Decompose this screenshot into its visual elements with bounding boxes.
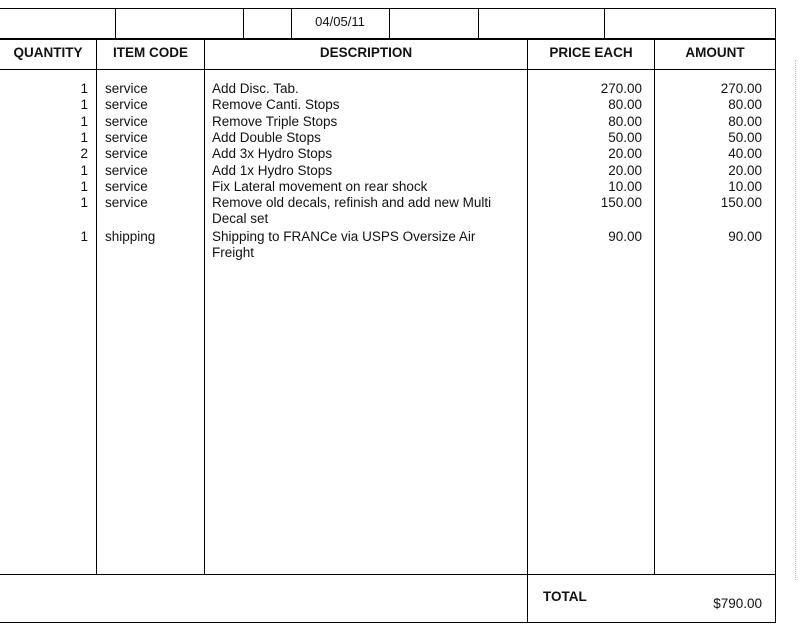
column-divider — [96, 38, 97, 574]
item-code: service — [105, 178, 148, 194]
item-description: Add Disc. Tab. — [212, 81, 299, 96]
item-quantity: 1 — [80, 81, 88, 96]
item-code: service — [105, 129, 148, 145]
item-amount: 50.00 — [728, 129, 762, 145]
header-item-code: ITEM CODE — [112, 45, 188, 60]
top-divider — [604, 8, 605, 38]
top-divider — [389, 8, 390, 38]
header-top-border — [0, 38, 776, 40]
header-description: DESCRIPTION — [319, 45, 413, 60]
item-price-each: 50.00 — [608, 129, 642, 145]
item-description: Remove Canti. Stops — [212, 97, 340, 113]
total-value: $790.00 — [713, 596, 762, 611]
item-code: service — [105, 195, 148, 211]
total-bottom-border — [0, 622, 776, 623]
header-bottom-border — [0, 69, 776, 70]
total-top-border — [0, 574, 776, 575]
item-quantity: 1 — [80, 178, 88, 194]
item-amount: 90.00 — [728, 228, 762, 244]
item-quantity: 1 — [80, 97, 88, 113]
item-code: service — [105, 113, 148, 129]
top-divider — [115, 8, 116, 38]
item-quantity: 1 — [80, 195, 88, 211]
item-price-each: 90.00 — [608, 228, 642, 244]
item-price-each: 20.00 — [608, 146, 642, 162]
item-quantity: 2 — [80, 146, 88, 162]
column-divider — [204, 38, 205, 574]
item-quantity: 1 — [80, 162, 88, 178]
total-label: TOTAL — [543, 589, 587, 604]
item-code: service — [105, 146, 148, 162]
item-quantity: 1 — [80, 129, 88, 145]
top-row-border — [0, 8, 776, 9]
item-description: Fix Lateral movement on rear shock — [212, 178, 428, 194]
top-divider — [243, 8, 244, 38]
header-quantity: QUANTITY — [13, 45, 83, 60]
item-amount: 10.00 — [728, 178, 762, 194]
item-quantity: 1 — [80, 228, 88, 244]
item-code: service — [105, 97, 148, 113]
column-divider — [527, 38, 528, 623]
item-price-each: 10.00 — [608, 178, 642, 194]
item-price-each: 80.00 — [608, 113, 642, 129]
item-quantity: 1 — [80, 113, 88, 129]
item-code: service — [105, 162, 148, 178]
right-border — [775, 38, 776, 623]
item-price-each: 150.00 — [600, 195, 642, 211]
invoice-date: 04/05/11 — [315, 14, 365, 29]
item-description: Add 3x Hydro Stops — [212, 146, 333, 162]
top-divider — [478, 8, 479, 38]
item-amount: 270.00 — [720, 81, 762, 96]
right-border — [775, 8, 776, 38]
item-description: Remove Triple Stops — [212, 113, 338, 129]
item-description: Add 1x Hydro Stops — [212, 162, 333, 178]
item-description: Shipping to FRANCe via USPS Oversize Air Freight — [212, 228, 476, 260]
item-price-each: 80.00 — [608, 97, 642, 113]
item-amount: 80.00 — [728, 113, 762, 129]
item-description: Remove old decals, refinish and add new Multi Decal set — [212, 195, 492, 227]
item-code: service — [105, 81, 148, 96]
page-edge — [795, 60, 797, 580]
item-price-each: 20.00 — [608, 162, 642, 178]
item-amount: 80.00 — [728, 97, 762, 113]
header-price-each: PRICE EACH — [549, 45, 633, 60]
header-amount: AMOUNT — [685, 45, 745, 60]
item-amount: 40.00 — [728, 146, 762, 162]
item-description: Add Double Stops — [212, 129, 321, 145]
item-amount: 20.00 — [728, 162, 762, 178]
item-price-each: 270.00 — [600, 81, 642, 96]
item-code: shipping — [105, 228, 156, 244]
item-amount: 150.00 — [720, 195, 762, 211]
